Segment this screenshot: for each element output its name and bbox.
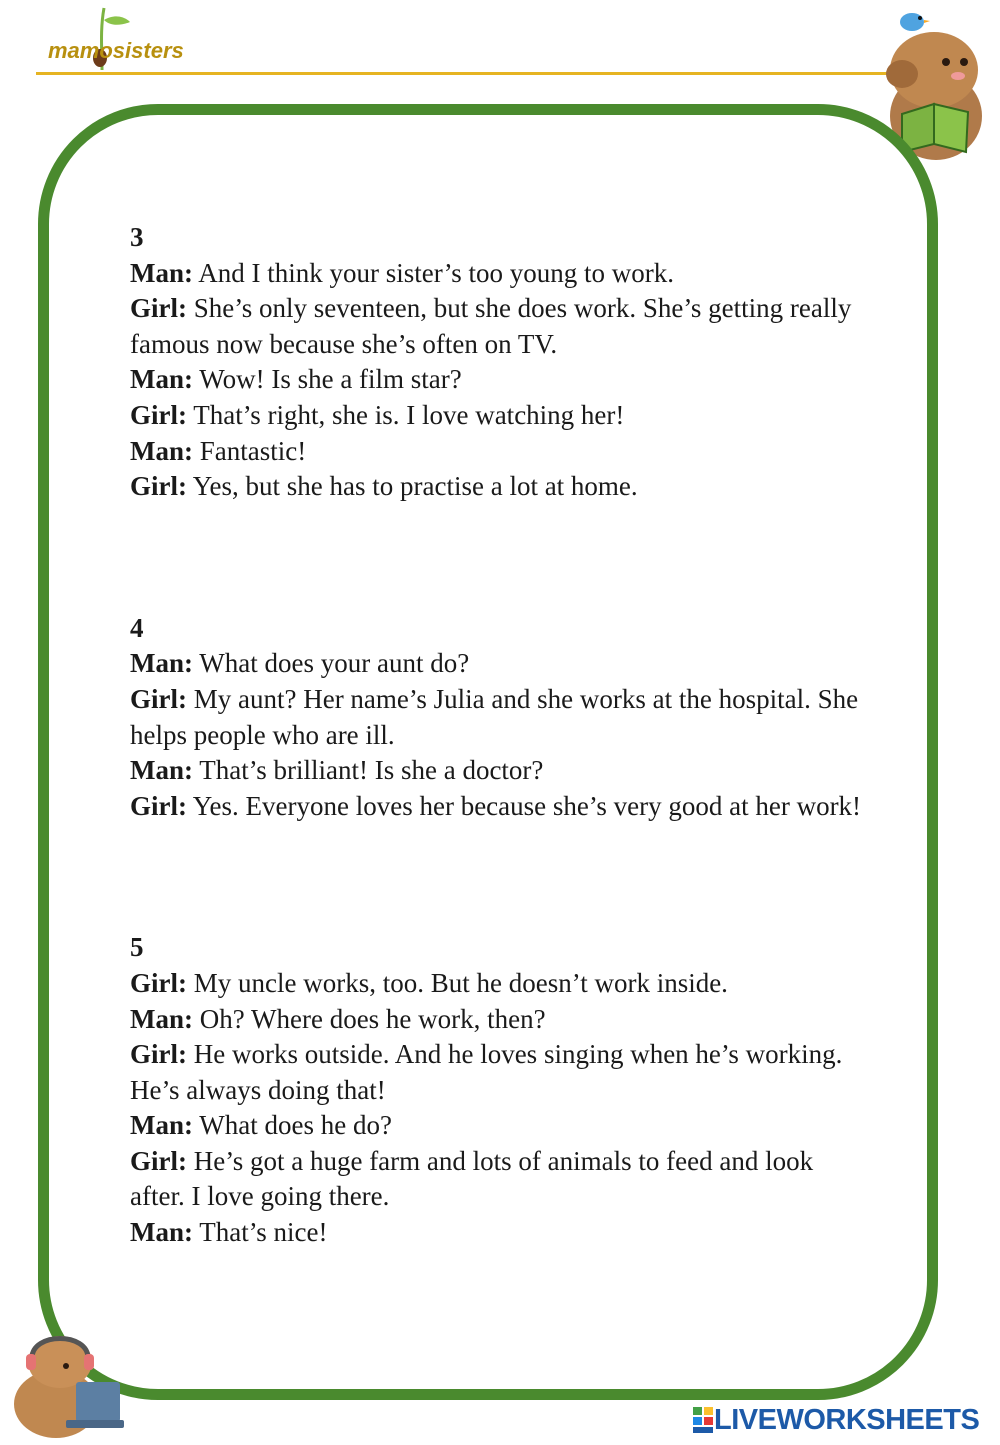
speaker-label: Man: bbox=[130, 1003, 193, 1034]
line-text: My uncle works, too. But he doesn’t work inside. bbox=[186, 967, 728, 998]
dialogue-line bbox=[130, 398, 870, 434]
line-text: Wow! Is she a film star? bbox=[193, 364, 462, 395]
dialogue-line bbox=[130, 434, 870, 470]
brand-text: LIVEWORKSHEETS bbox=[714, 1403, 980, 1436]
line-text: Fantastic! bbox=[193, 435, 307, 466]
dialogue-line bbox=[130, 362, 870, 398]
dialogue-line bbox=[130, 1037, 870, 1108]
speaker-label: Man: bbox=[130, 1110, 193, 1141]
dialogue-line bbox=[130, 682, 870, 753]
logo-text: mamosisters bbox=[48, 38, 184, 63]
speaker-label: Girl: bbox=[130, 1039, 187, 1070]
dialogue-section-4 bbox=[130, 611, 870, 825]
dialogue-line bbox=[130, 1108, 870, 1144]
section-number: 4 bbox=[130, 612, 144, 643]
line-text: Oh? Where does he work, then? bbox=[193, 1003, 546, 1034]
line-text: And I think your sister’s too young to work. bbox=[193, 257, 674, 288]
speaker-label: Man: bbox=[130, 648, 193, 679]
section-spacer bbox=[130, 824, 870, 930]
capybara-laptop-icon bbox=[6, 1322, 126, 1440]
speaker-label: Girl: bbox=[130, 790, 187, 821]
line-text: She’s only seventeen, but she does work. She’s getting really famous now because she’s often on TV. bbox=[130, 293, 852, 359]
dialogue-section-5 bbox=[130, 930, 870, 1250]
line-text: Yes. Everyone loves her because she’s very good at her work! bbox=[186, 790, 862, 821]
section-number: 5 bbox=[130, 932, 144, 963]
dialogue-line bbox=[130, 291, 870, 362]
dialogue-line bbox=[130, 469, 870, 505]
dialogue-line bbox=[130, 789, 870, 825]
line-text: What does your aunt do? bbox=[193, 648, 470, 679]
speaker-label: Girl: bbox=[130, 471, 187, 502]
dialogue-line bbox=[130, 1144, 870, 1215]
speaker-label: Girl: bbox=[130, 683, 187, 714]
dialogue-line bbox=[130, 753, 870, 789]
speaker-label: Man: bbox=[130, 1217, 193, 1248]
speaker-label: Man: bbox=[130, 435, 193, 466]
line-text: My aunt? Her name’s Julia and she works at the hospital. She helps people who are ill. bbox=[130, 683, 859, 750]
dialogue-line bbox=[130, 1002, 870, 1038]
speaker-label: Man: bbox=[130, 755, 193, 786]
section-spacer bbox=[130, 505, 870, 611]
line-text: That’s nice! bbox=[193, 1217, 328, 1248]
speaker-label: Girl: bbox=[130, 967, 187, 998]
dialogue-line bbox=[130, 646, 870, 682]
speaker-label: Man: bbox=[130, 257, 193, 288]
line-text: That’s brilliant! Is she a doctor? bbox=[193, 755, 544, 786]
line-text: What does he do? bbox=[193, 1110, 392, 1141]
speaker-label: Man: bbox=[130, 364, 193, 395]
dialogue-line bbox=[130, 256, 870, 292]
speaker-label: Girl: bbox=[130, 1145, 187, 1176]
line-text: He’s got a huge farm and lots of animals to feed and look after. I love going there. bbox=[130, 1145, 814, 1212]
dialogue-content bbox=[130, 220, 870, 1251]
dialogue-section-3 bbox=[130, 220, 870, 505]
line-text: He works outside. And he loves singing when he’s working. He’s always doing that! bbox=[130, 1039, 843, 1105]
speaker-label: Girl: bbox=[130, 399, 187, 430]
line-text: Yes, but she has to practise a lot at home. bbox=[186, 471, 638, 502]
speaker-label: Girl: bbox=[130, 293, 187, 324]
line-text: That’s right, she is. I love watching her! bbox=[186, 399, 625, 430]
liveworksheets-logo-icon bbox=[692, 1405, 714, 1435]
dialogue-line bbox=[130, 1215, 870, 1251]
section-number: 3 bbox=[130, 222, 144, 252]
dialogue-line bbox=[130, 966, 870, 1002]
liveworksheets-brand bbox=[692, 1402, 979, 1438]
